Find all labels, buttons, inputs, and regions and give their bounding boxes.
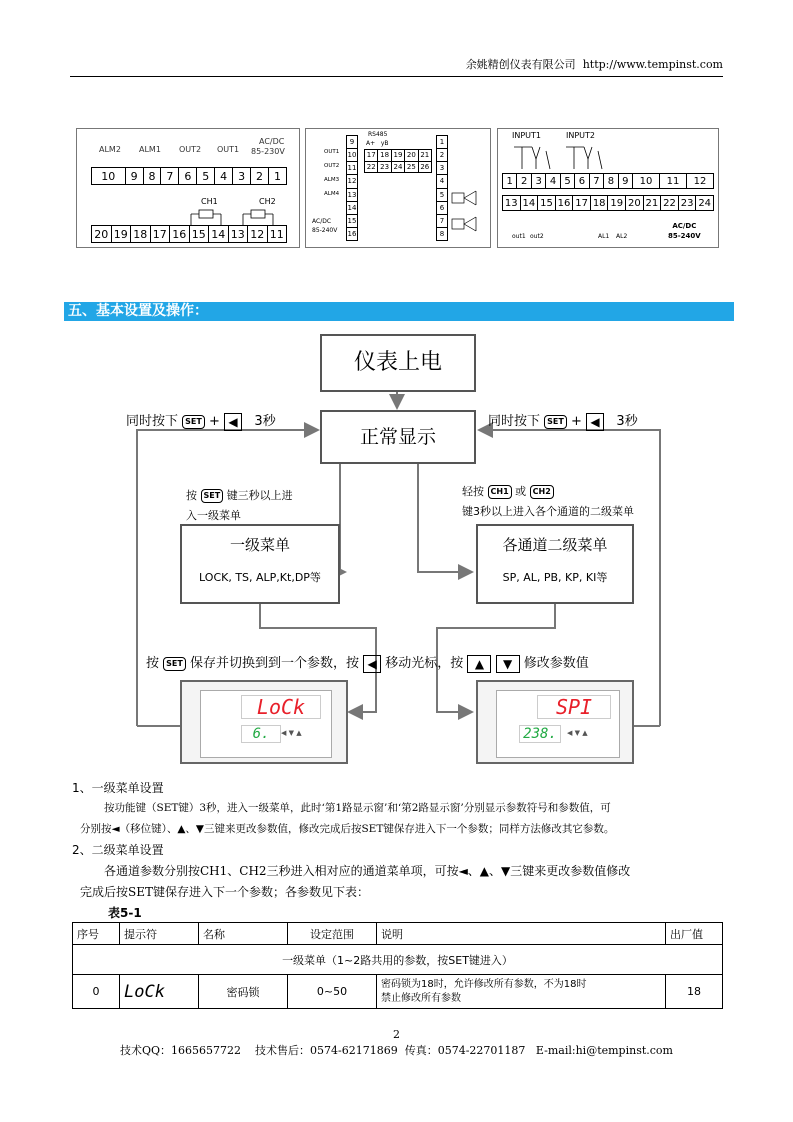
cell-no: 0 [73, 975, 120, 1009]
label-alm2: ALM2 [99, 145, 121, 154]
terminal: 16 [347, 227, 358, 240]
terminal: 21 [418, 150, 431, 162]
power-on-box [320, 334, 476, 392]
right-hold-time: 3秒 [616, 414, 638, 429]
terminal: 23 [378, 161, 391, 173]
terminal: 16 [170, 226, 190, 243]
left-arrow-key-icon: ◀ [586, 413, 604, 431]
d2-ab: A+ yB [366, 140, 389, 147]
terminal: 11 [267, 226, 287, 243]
terminal: 17 [573, 196, 591, 211]
label-acdc: AC/DC [259, 137, 285, 146]
device-panel-left [180, 680, 348, 764]
terminal: 12 [347, 175, 358, 188]
para-menu2-a: 各通道参数分别按CH1、CH2三秒进入相对应的通道菜单项，可按◄、▲、▼三键来更改参数值修改 [104, 864, 631, 878]
terminal: 20 [405, 150, 418, 162]
terminal: 3 [531, 174, 545, 189]
terminal: 19 [111, 226, 131, 243]
th-range: 设定范围 [288, 923, 377, 945]
menu2-hint-or: 或 [515, 485, 527, 498]
terminal: 12 [248, 226, 268, 243]
terminal: 8 [143, 168, 161, 185]
terminal: 5 [560, 174, 574, 189]
menu1-hint [186, 486, 293, 526]
d3-input1: INPUT1 [512, 131, 541, 140]
down-arrow-key-icon: ▼ [496, 655, 520, 673]
d3-input2: INPUT2 [566, 131, 595, 140]
label-out1: OUT1 [217, 145, 240, 154]
table-row [73, 975, 723, 1009]
terminal: 13 [347, 188, 358, 201]
footer-contact: 技术QQ：1665657722 技术售后：0574-62171869 传真：0574-22701187 E-mail:hi@tempinst.com [120, 1044, 673, 1057]
label-voltage: 85-230V [251, 147, 285, 156]
terminal: 16 [555, 196, 573, 211]
label-ch1: CH1 [201, 197, 218, 206]
header-url: http://www.tempinst.com [582, 58, 723, 71]
terminal: 15 [347, 214, 358, 227]
para-menu2-b: 完成后按SET键保存进入下一个参数；各参数见下表： [80, 885, 369, 899]
label-voltage: 85-240V [312, 227, 338, 234]
terminal: 7 [437, 214, 448, 227]
terminal: 20 [626, 196, 644, 211]
label-out1: out1 [512, 233, 526, 240]
terminal: 4 [437, 175, 448, 188]
set-key-icon: SET [544, 415, 567, 429]
terminal: 9 [125, 168, 143, 185]
label-alm4: ALM4 [324, 191, 340, 197]
terminal: 18 [378, 150, 391, 162]
terminal: 14 [347, 201, 358, 214]
key-instructions [146, 652, 589, 673]
terminal: 1 [268, 168, 286, 185]
right-hold-text: 同时按下 [488, 414, 541, 429]
terminal: 3 [233, 168, 251, 185]
terminal: 9 [347, 136, 358, 149]
section-title: 五、基本设置及操作： [64, 302, 734, 321]
terminal: 13 [503, 196, 521, 211]
set-key-icon: SET [163, 657, 186, 671]
up-arrow-key-icon: ▲ [467, 655, 491, 673]
terminal: 1 [503, 174, 517, 189]
panel-top-display: LoCk [241, 695, 321, 719]
label-voltage: 85-240V [668, 232, 701, 240]
label-alm1: ALM1 [139, 145, 161, 154]
heading-menu2: 2、二级菜单设置 [72, 843, 164, 857]
terminal: 13 [228, 226, 248, 243]
th-default: 出厂值 [666, 923, 723, 945]
terminal: 26 [418, 161, 431, 173]
terminal: 11 [347, 162, 358, 175]
terminal: 1 [437, 136, 448, 149]
left-arrow-key-icon: ◀ [224, 413, 242, 431]
terminal: 5 [437, 188, 448, 201]
terminal: 14 [209, 226, 229, 243]
label-out2: OUT2 [179, 145, 202, 154]
label-out2: OUT2 [324, 163, 340, 169]
terminal: 6 [179, 168, 197, 185]
menu2-hint-c: 键3秒以上进入各个通道的二级菜单 [462, 505, 634, 518]
menu1-title: 一级菜单 [229, 536, 290, 554]
left-arrow-key-icon: ◀ [363, 655, 381, 673]
menu2-hint-a: 轻按 [462, 485, 484, 498]
terminal: 2 [437, 149, 448, 162]
terminal: 18 [590, 196, 608, 211]
power-on-label: 仪表上电 [353, 350, 442, 375]
terminal: 24 [696, 196, 714, 211]
label-ch2: CH2 [259, 197, 276, 206]
terminal: 2 [517, 174, 531, 189]
terminal: 6 [575, 174, 589, 189]
terminal: 14 [520, 196, 538, 211]
ch2-key-icon: CH2 [530, 485, 554, 499]
left-hold-hint: 同时按下 SET + ◀ 3秒 [126, 414, 276, 429]
label-acdc: AC/DC [312, 218, 332, 225]
th-name: 名称 [199, 923, 288, 945]
terminal: 6 [437, 201, 448, 214]
terminal: 15 [189, 226, 209, 243]
menu1-hint-b: 键三秒以上进 [226, 489, 293, 502]
desc-line-2: 禁止修改所有参数 [381, 992, 461, 1004]
para-menu1-b: 分别按◄（移位键）、▲、▼三键来更改参数值，修改完成后按SET键保存进入下一个参数；同样方法修改其它参数。 [80, 823, 615, 835]
terminal: 10 [347, 149, 358, 162]
terminal: 5 [197, 168, 215, 185]
panel-face [496, 690, 620, 758]
terminal: 10 [633, 174, 660, 189]
set-key-icon: SET [182, 415, 205, 429]
terminal: 7 [161, 168, 179, 185]
terminal: 10 [92, 168, 126, 185]
label-out1: OUT1 [324, 149, 340, 155]
terminal: 20 [92, 226, 112, 243]
table-caption: 表5-1 [108, 906, 142, 920]
panel-face [200, 690, 332, 758]
cell-default: 18 [666, 975, 723, 1009]
terminal: 19 [608, 196, 626, 211]
terminal: 8 [604, 174, 618, 189]
menu1-items: LOCK, TS, ALP,Kt,DP等 [199, 571, 321, 584]
instr-c: 移动光标，按 [385, 656, 464, 671]
table-group-row [73, 945, 723, 975]
terminal: 25 [405, 161, 418, 173]
terminal: 12 [686, 174, 713, 189]
set-key-icon: SET [201, 489, 224, 503]
menu2-hint [462, 482, 634, 522]
terminal: 17 [365, 150, 378, 162]
heading-menu1: 1、一级菜单设置 [72, 781, 164, 795]
terminal: 19 [391, 150, 404, 162]
terminal: 23 [678, 196, 696, 211]
terminal: 21 [643, 196, 661, 211]
label-al1: AL1 [598, 233, 610, 240]
terminal: 9 [618, 174, 632, 189]
normal-display-label: 正常显示 [359, 426, 436, 448]
th-symbol: 提示符 [120, 923, 199, 945]
cell-name: 密码锁 [199, 975, 288, 1009]
panel-bottom-display: 6. [241, 725, 281, 743]
instr-a: 按 [146, 656, 160, 671]
terminal: 18 [131, 226, 151, 243]
label-out2: out2 [530, 233, 544, 240]
th-desc: 说明 [377, 923, 666, 945]
panel-buttons: ◀ ▼ ▲ [567, 729, 588, 737]
param-table [72, 922, 723, 1009]
d2-rs485: RS485 [368, 131, 388, 138]
terminal: 3 [437, 162, 448, 175]
label-al2: AL2 [616, 233, 628, 240]
terminal: 15 [538, 196, 556, 211]
cell-symbol: LoCk [120, 975, 199, 1009]
th-no: 序号 [73, 923, 120, 945]
terminal: 4 [215, 168, 233, 185]
instr-b: 保存并切换到到一个参数，按 [189, 656, 359, 671]
terminal: 17 [150, 226, 170, 243]
panel-top-display: SPI [537, 695, 611, 719]
cell-desc [377, 975, 666, 1009]
left-hold-text: 同时按下 [126, 414, 179, 429]
page-number: 2 [393, 1028, 400, 1041]
panel-bottom-display: 238. [519, 725, 561, 743]
terminal: 11 [660, 174, 687, 189]
menu2-title: 各通道二级菜单 [502, 536, 608, 554]
terminal: 7 [589, 174, 603, 189]
terminal: 8 [437, 227, 448, 240]
device-panel-right [476, 680, 634, 764]
left-hold-time: 3秒 [254, 414, 276, 429]
terminal: 2 [251, 168, 269, 185]
header-company: 余姚精创仪表有限公司 [465, 58, 576, 71]
ch1-key-icon: CH1 [488, 485, 512, 499]
terminal: 4 [546, 174, 560, 189]
menu2-box [476, 524, 634, 604]
menu1-box [180, 524, 340, 604]
group-label: 一级菜单（1~2路共用的参数，按SET键进入） [73, 945, 723, 975]
instr-d: 修改参数值 [523, 656, 589, 671]
right-hold-hint: 同时按下 SET + ◀ 3秒 [488, 414, 638, 429]
normal-display-box [320, 410, 476, 464]
desc-line-1: 密码锁为18时，允许修改所有参数，不为18时 [381, 978, 587, 990]
terminal: 24 [391, 161, 404, 173]
label-acdc: AC/DC [672, 222, 697, 230]
panel-buttons: ◀ ▼ ▲ [281, 729, 302, 737]
label-alm3: ALM3 [324, 177, 340, 183]
terminal: 22 [661, 196, 679, 211]
para-menu1-a: 按功能键（SET键）3秒，进入一级菜单，此时‘第1路显示窗’和‘第2路显示窗’分别显示参数符号和参数值，可 [104, 802, 611, 814]
menu1-hint-a: 按 [186, 489, 197, 502]
terminal: 22 [365, 161, 378, 173]
table-header-row [73, 923, 723, 945]
menu2-items: SP, AL, PB, KP, KI等 [502, 571, 608, 584]
cell-range: 0~50 [288, 975, 377, 1009]
menu1-hint-c: 入一级菜单 [186, 509, 241, 522]
